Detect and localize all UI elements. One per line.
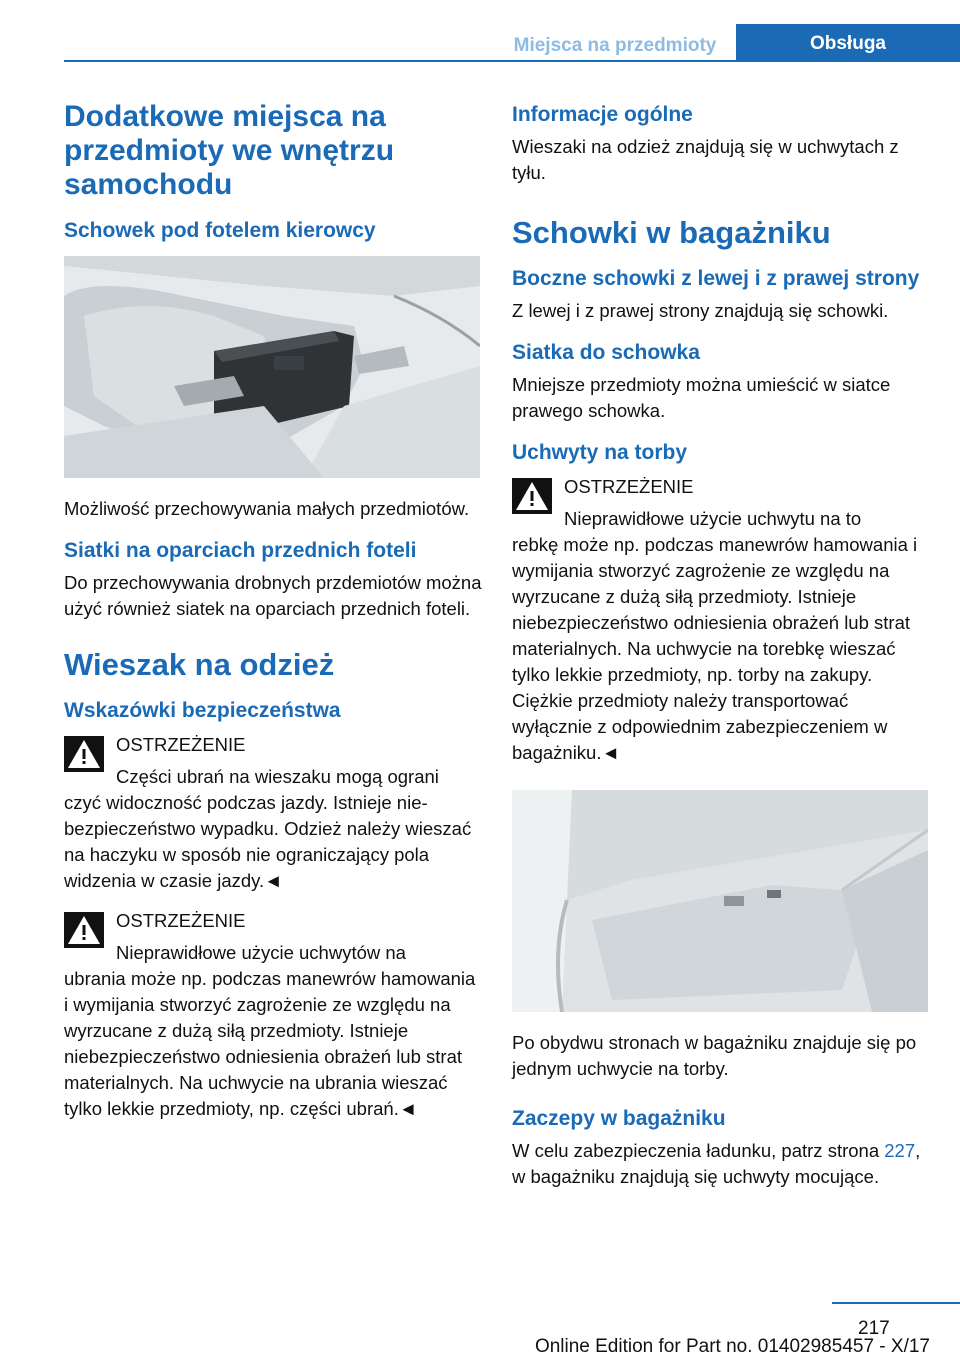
warning-block xyxy=(512,474,928,766)
page-number: 217 xyxy=(858,1318,890,1339)
warning-heading: OSTRZEŻENIE xyxy=(116,910,246,931)
page-header xyxy=(0,0,960,62)
paragraph-text: , w bagażniku znajdują się uchwyty mocujące. xyxy=(512,1140,921,1187)
warning-first-line: Nieprawidłowe użycie uchwytów na xyxy=(116,942,406,963)
warning-block xyxy=(64,908,484,1122)
edition-note: Online Edition for Part no. 01402985457 - X/17 xyxy=(534,1336,930,1357)
paragraph: Mniejsze przedmioty można umieścić w siatce prawego schowka. xyxy=(512,374,891,421)
right-column xyxy=(512,100,928,1198)
paragraph-text: W celu zabezpieczenia ładunku, patrz strona xyxy=(512,1140,885,1161)
subsection-title: Uchwyty na torby xyxy=(512,441,688,464)
subsection-title: Wskazówki bezpieczeństwa xyxy=(64,699,341,722)
header-section: Miejsca na przedmioty xyxy=(513,35,717,56)
paragraph xyxy=(512,1138,928,1190)
page-reference-link[interactable]: 227 xyxy=(884,1140,916,1161)
warning-heading: OSTRZEŻENIE xyxy=(116,734,246,755)
warning-heading: OSTRZEŻENIE xyxy=(564,476,694,497)
subsection-title: Siatki na oparciach przednich foteli xyxy=(64,539,417,562)
warning-first-line: Części ubrań na wieszaku mogą ograni xyxy=(116,766,439,787)
subsection-title: Siatka do schowka xyxy=(512,341,700,364)
header-chapter-tab: Obsługa xyxy=(736,24,960,62)
warning-triangle-icon xyxy=(512,478,552,514)
trunk-bag-hook-figure xyxy=(512,790,928,1012)
warning-text: czyć widoczność podczas jazdy. Istnieje niebezpieczeństwo wypadku. Odzież należy wieszać na haczyku w sposób nie ograniczający pola widzenia w czasie jazdy.◄ xyxy=(64,792,472,891)
subsection-title: Boczne schowki z lewej i z prawej strony xyxy=(512,267,920,290)
warning-triangle-icon xyxy=(64,912,104,948)
warning-text: rebkę może np. podczas manewrów hamowania i wymijania stworzyć zagrożenie ze względu na wyrzucane z dużą siłą przedmioty. Istnieje niebezpieczeństwo odniesienia obrażeń lub strat materialnych. Na uchwycie na torebkę wieszać tylko lekkie przedmioty, np. torby na zakupy. Ciężkie przedmioty należy transportować wyłącznie z odpowiednim zabezpieczeniem w bagażniku.◄ xyxy=(512,534,918,763)
subsection-title: Schowek pod fotelem kierowcy xyxy=(64,219,376,242)
header-rule xyxy=(64,60,960,62)
section-title: Wieszak na odzież xyxy=(64,647,335,682)
caption-trunk-hooks: Po obydwu stronach w bagażniku znajduje się po jednym uchwycie na torby. xyxy=(512,1032,917,1079)
caption-seat-storage: Możliwość przechowywania małych przedmiotów. xyxy=(64,498,470,519)
paragraph: Do przechowywania drobnych przdemiotów można użyć również siatek na oparciach przednich foteli. xyxy=(64,572,482,619)
subsection-title: Zaczepy w bagażniku xyxy=(512,1107,726,1130)
subsection-title: Informacje ogólne xyxy=(512,103,693,126)
section-title: Schowki w bagażniku xyxy=(512,215,831,250)
paragraph: Z lewej i z prawej strony znajdują się schowki. xyxy=(512,300,889,321)
left-column xyxy=(64,100,484,1132)
section-title: Dodatkowe miejsca na przedmioty we wnętrzu samochodu xyxy=(64,100,395,201)
warning-triangle-icon xyxy=(64,736,104,772)
warning-first-line: Nieprawidłowe użycie uchwytu na to xyxy=(564,508,862,529)
warning-text: ubrania może np. podczas manewrów hamowania i wymijania stworzyć zagrożenie ze względu na wyrzucane z dużą siłą przedmioty. Istnieje niebezpieczeństwo odniesienia obrażeń lub strat materialnych. Na uchwycie na ubrania wieszać tylko lekkie przedmioty, np. części ubrań.◄ xyxy=(64,968,476,1119)
paragraph: Wieszaki na odzież znajdują się w uchwytach z tyłu. xyxy=(512,136,899,183)
footer-rule xyxy=(832,1302,960,1304)
warning-block xyxy=(64,732,484,894)
seat-storage-figure xyxy=(64,256,480,478)
